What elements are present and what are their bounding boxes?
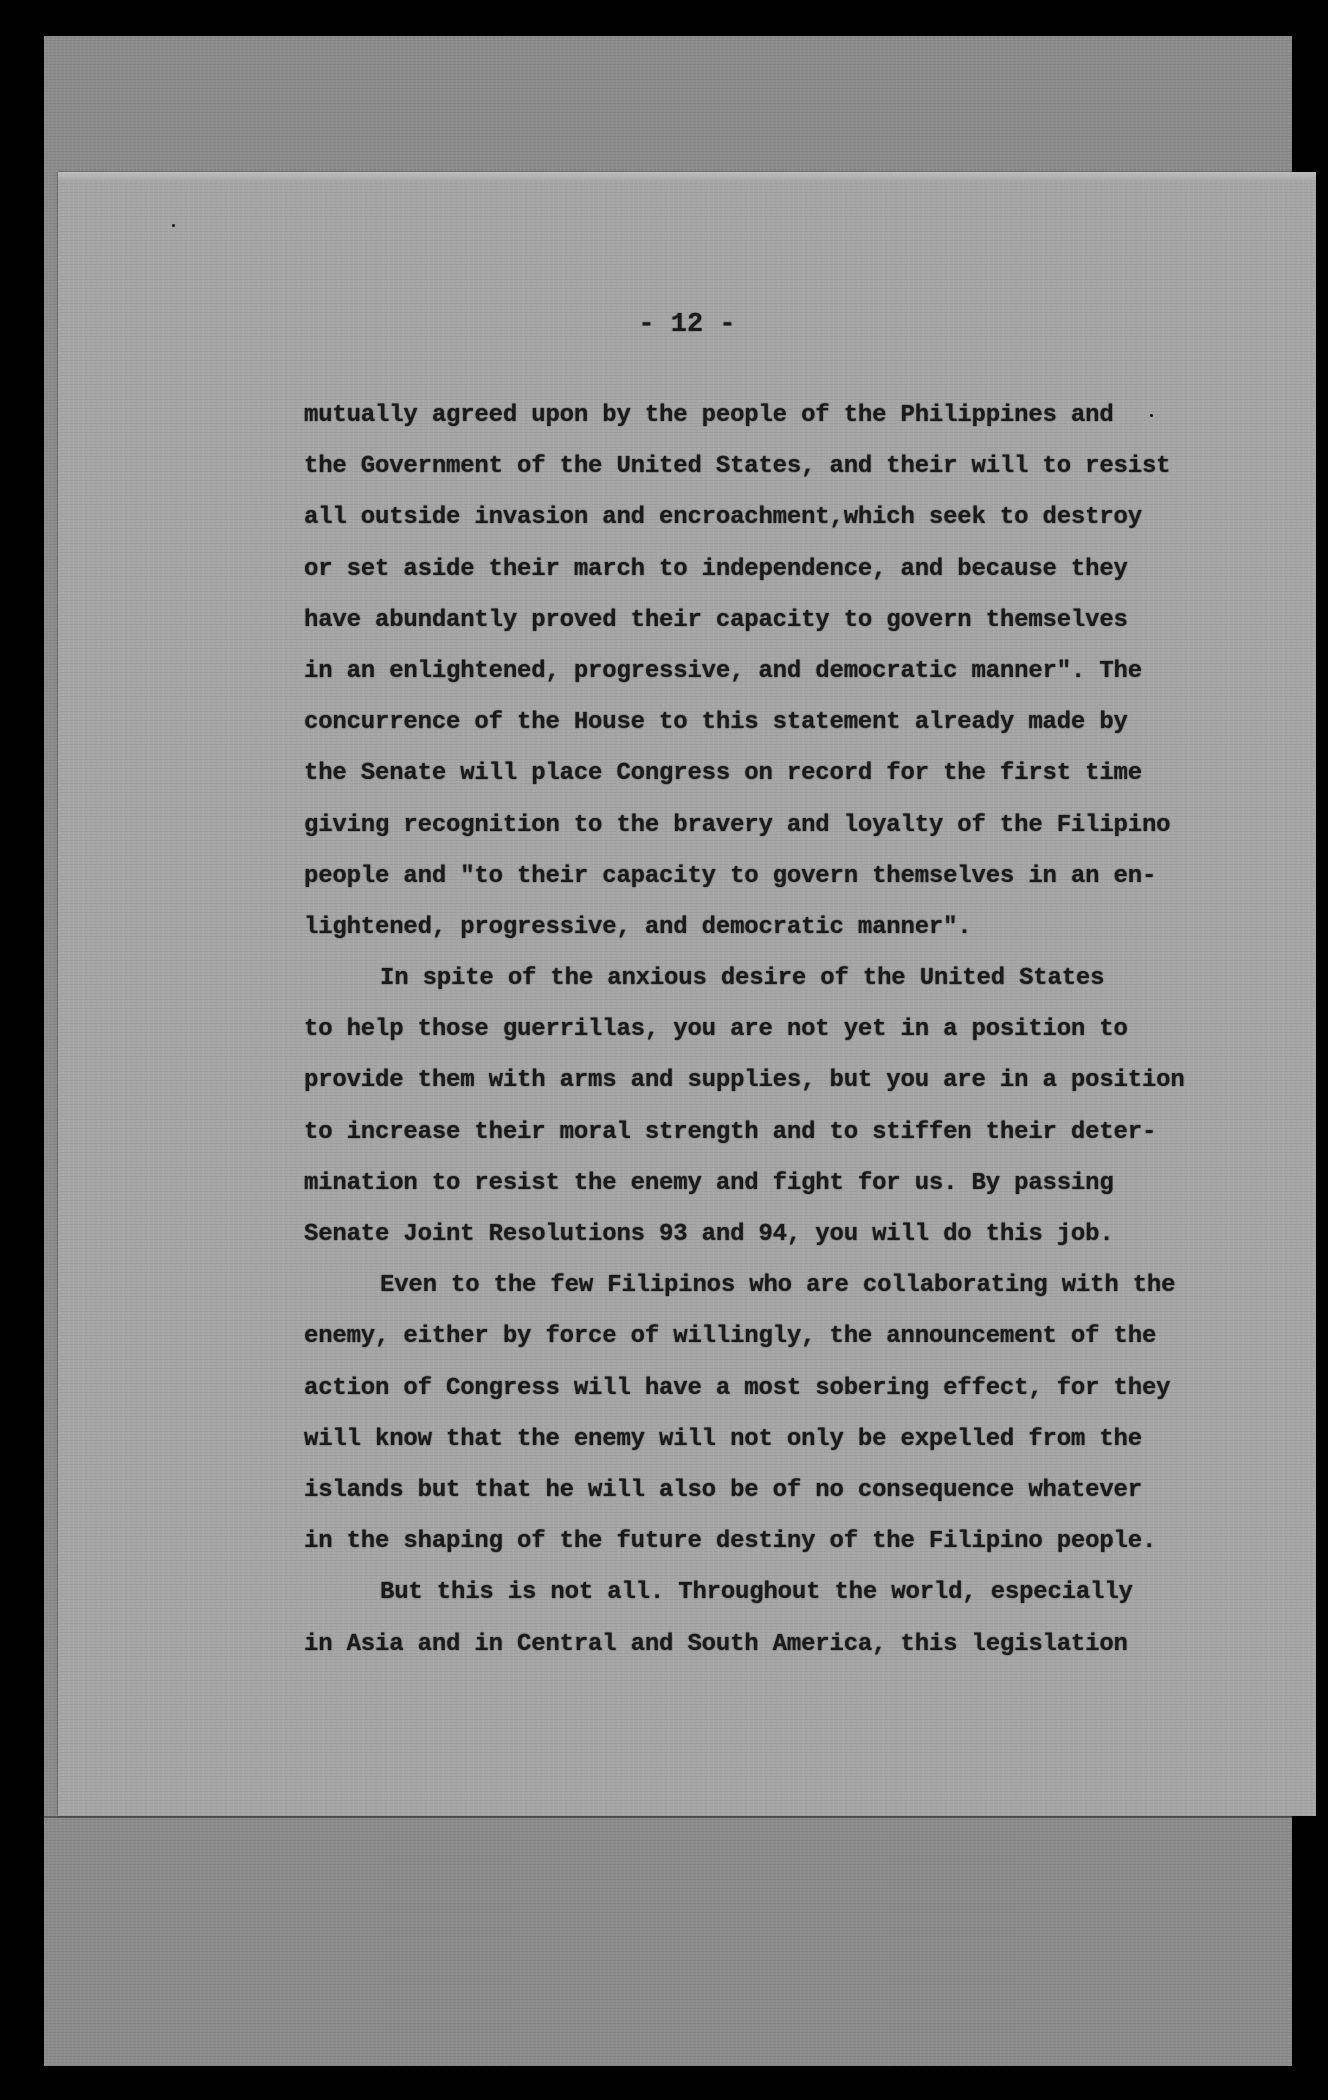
body-text bbox=[304, 390, 1184, 1670]
text-line: islands but that he will also be of no consequence whatever bbox=[304, 1476, 1142, 1504]
text-line: enemy, either by force of willingly, the announcement of the bbox=[304, 1323, 1157, 1351]
text-line: concurrence of the House to this statement already made by bbox=[304, 709, 1128, 737]
dust-speck bbox=[1150, 414, 1153, 417]
text-line: people and "to their capacity to govern themselves in an en- bbox=[304, 862, 1157, 890]
text-line: mination to resist the enemy and fight for us. By passing bbox=[304, 1169, 1114, 1197]
text-line: in the shaping of the future destiny of the Filipino people. bbox=[304, 1528, 1157, 1556]
text-line: giving recognition to the bravery and loyalty of the Filipino bbox=[304, 811, 1171, 839]
paragraph-start-line: But this is not all. Throughout the world, especially bbox=[380, 1579, 1133, 1607]
text-line: the Senate will place Congress on record for the first time bbox=[304, 760, 1142, 788]
text-line: to increase their moral strength and to stiffen their deter- bbox=[304, 1118, 1157, 1146]
dust-speck bbox=[172, 224, 175, 227]
text-line: provide them with arms and supplies, but you are in a position bbox=[304, 1067, 1185, 1095]
text-line: will know that the enemy will not only be expelled from the bbox=[304, 1425, 1142, 1453]
text-line: to help those guerrillas, you are not yet in a position to bbox=[304, 1016, 1128, 1044]
text-line: have abundantly proved their capacity to govern themselves bbox=[304, 606, 1128, 634]
text-line: in Asia and in Central and South America, this legislation bbox=[304, 1630, 1128, 1658]
text-line: all outside invasion and encroachment,which seek to destroy bbox=[304, 504, 1142, 532]
text-line: the Government of the United States, and their will to resist bbox=[304, 453, 1171, 481]
text-line: Senate Joint Resolutions 93 and 94, you will do this job. bbox=[304, 1221, 1114, 1248]
text-line: mutually agreed upon by the people of the Philippines and bbox=[304, 402, 1114, 429]
paragraph-start-line: Even to the few Filipinos who are collaborating with the bbox=[380, 1272, 1176, 1300]
document-page bbox=[58, 172, 1316, 1816]
text-line: action of Congress will have a most sobering effect, for they bbox=[304, 1374, 1171, 1402]
paragraph-start-line: In spite of the anxious desire of the United States bbox=[380, 965, 1105, 993]
page-bottom-edge bbox=[44, 1816, 1292, 1818]
text-line: in an enlightened, progressive, and democratic manner". The bbox=[304, 657, 1142, 685]
text-line: or set aside their march to independence, and because they bbox=[304, 555, 1128, 583]
text-line: lightened, progressive, and democratic manner". bbox=[304, 913, 972, 941]
page-number: - 12 - bbox=[638, 310, 736, 340]
